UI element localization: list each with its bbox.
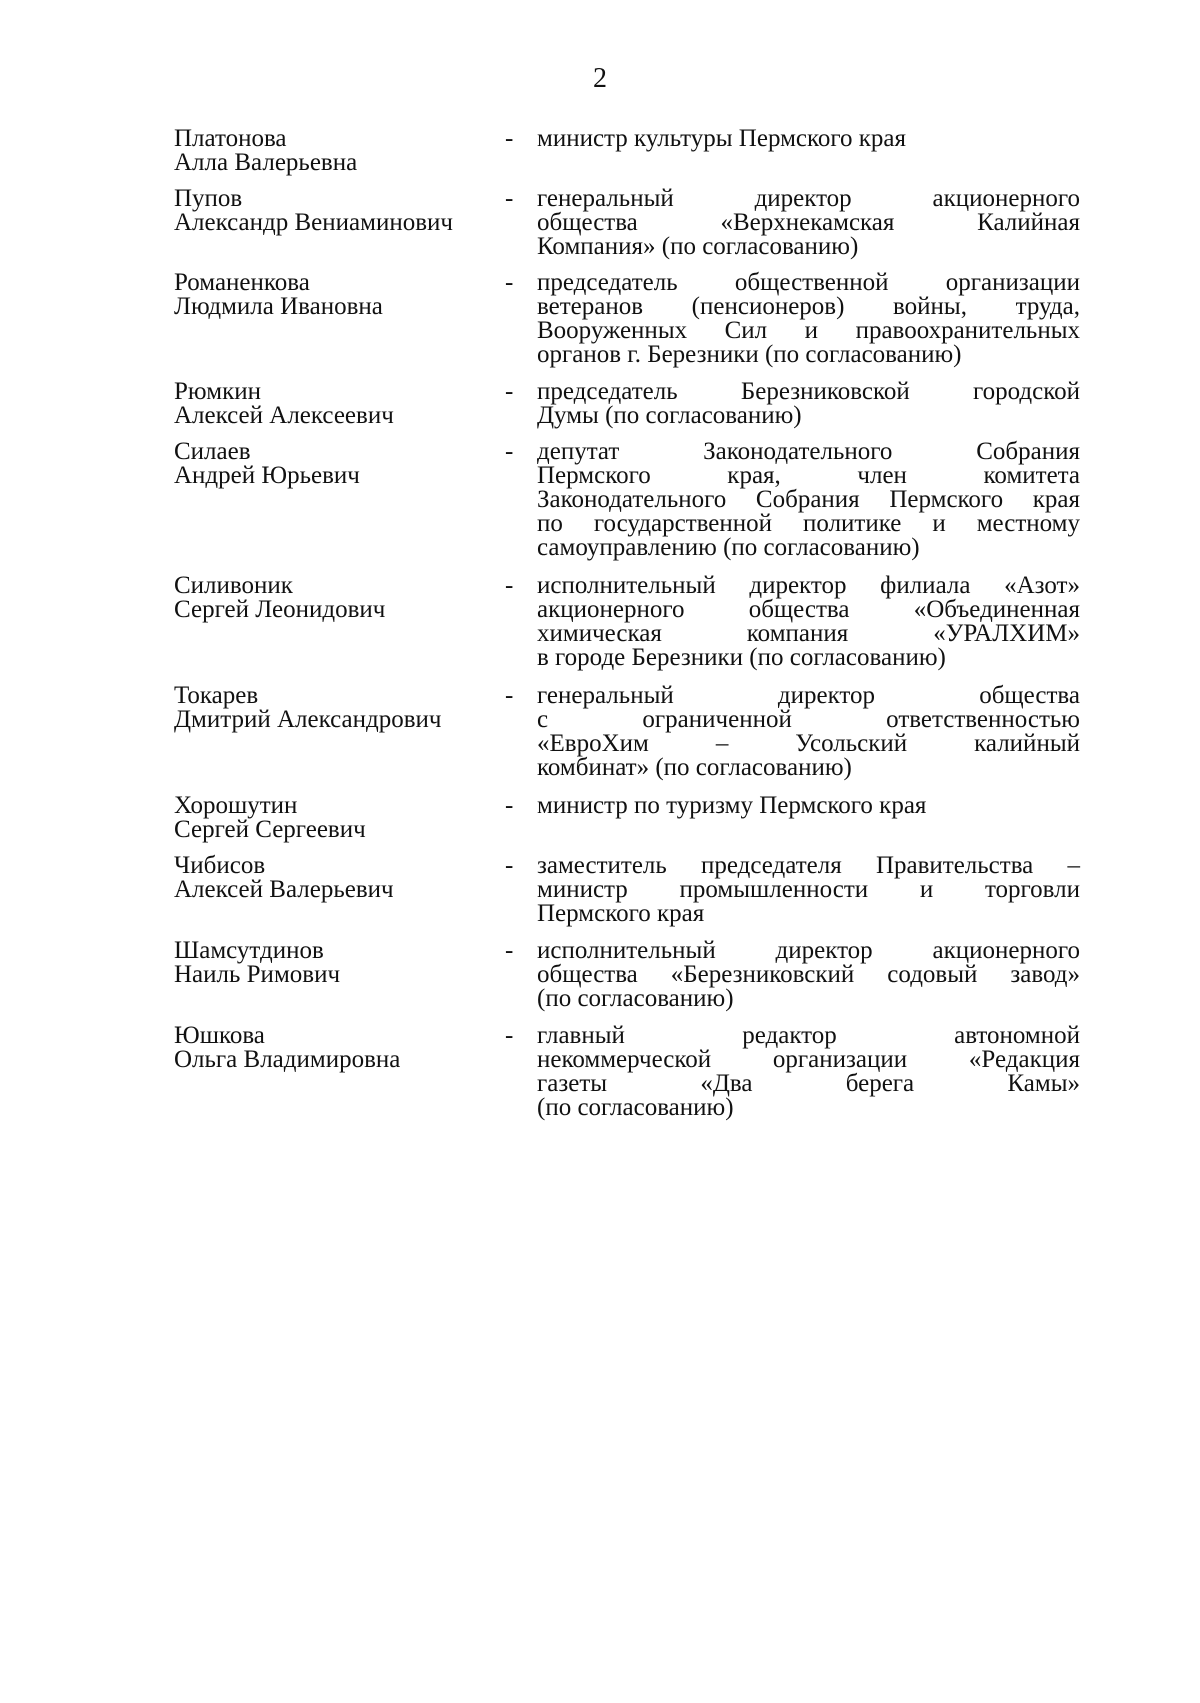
position-line: самоуправлению (по согласованию) [537,534,920,561]
member-position [537,187,1080,259]
member-surname: Токарев [174,682,259,709]
position-line: генеральный директор общества [537,682,1080,709]
position-line: в городе Березники (по согласованию) [537,644,946,671]
position-line: с ограниченной ответственностью [537,706,1080,733]
position-line: (по согласованию) [537,985,734,1012]
member-dash: - [505,125,514,152]
member-given-names: Наиль Римович [174,961,341,988]
position-line: Вооруженных Сил и правоохранительных [537,317,1080,344]
member-name [174,1024,504,1072]
member-position [537,127,1080,151]
position-line: Пермского края, член комитета [537,462,1080,489]
member-dash: - [505,937,514,964]
member-name [174,187,504,235]
member-name [174,854,504,902]
position-line: газеты «Два берега Камы» [537,1070,1080,1097]
position-line: общества «Верхнекамская Калийная [537,209,1080,236]
member-surname: Силаев [174,438,251,465]
position-line: органов г. Березники (по согласованию) [537,341,962,368]
member-surname: Чибисов [174,852,266,879]
member-surname: Шамсутдинов [174,937,324,964]
position-line: генеральный директор акционерного [537,185,1080,212]
member-dash: - [505,682,514,709]
member-given-names: Алексей Валерьевич [174,876,394,903]
member-name [174,127,504,175]
member-surname: Пупов [174,185,243,212]
position-line: исполнительный директор акционерного [537,937,1080,964]
position-line: депутат Законодательного Собрания [537,438,1080,465]
position-line: (по согласованию) [537,1094,734,1121]
member-given-names: Сергей Сергеевич [174,816,366,843]
position-line: министр культуры Пермского края [537,125,906,152]
member-dash: - [505,378,514,405]
position-line: химическая компания «УРАЛХИМ» [537,620,1080,647]
member-surname: Силивоник [174,572,293,599]
member-position [537,271,1080,367]
position-line: ветеранов (пенсионеров) войны, труда, [537,293,1080,320]
member-surname: Платонова [174,125,287,152]
position-line: Законодательного Собрания Пермского края [537,486,1080,513]
position-line: «ЕвроХим – Усольский калийный [537,730,1080,757]
member-position [537,574,1080,670]
member-dash: - [505,185,514,212]
position-line: Думы (по согласованию) [537,402,802,429]
member-surname: Романенкова [174,269,310,296]
member-given-names: Алексей Алексеевич [174,402,394,429]
member-given-names: Александр Вениаминович [174,209,453,236]
position-line: исполнительный директор филиала «Азот» [537,572,1080,599]
page-number: 2 [593,63,607,94]
member-dash: - [505,572,514,599]
member-surname: Юшкова [174,1022,265,1049]
position-line: Пермского края [537,900,705,927]
member-given-names: Алла Валерьевна [174,149,358,176]
position-line: председатель Березниковской городской [537,378,1080,405]
member-given-names: Дмитрий Александрович [174,706,442,733]
member-position [537,684,1080,780]
member-given-names: Сергей Леонидович [174,596,386,623]
member-given-names: Андрей Юрьевич [174,462,360,489]
member-position [537,440,1080,560]
position-line: по государственной политике и местному [537,510,1080,537]
position-line: председатель общественной организации [537,269,1080,296]
member-name [174,794,504,842]
member-name [174,271,504,319]
member-name [174,574,504,622]
member-given-names: Людмила Ивановна [174,293,383,320]
member-dash: - [505,792,514,819]
position-line: некоммерческой организации «Редакция [537,1046,1080,1073]
member-name [174,380,504,428]
position-line: Компания» (по согласованию) [537,233,859,260]
position-line: заместитель председателя Правительства – [537,852,1080,879]
position-line: министр промышленности и торговли [537,876,1080,903]
member-position [537,794,1080,818]
member-dash: - [505,1022,514,1049]
position-line: министр по туризму Пермского края [537,792,927,819]
member-name [174,939,504,987]
member-name [174,684,504,732]
member-dash: - [505,438,514,465]
position-line: акционерного общества «Объединенная [537,596,1080,623]
position-line: комбинат» (по согласованию) [537,754,852,781]
member-position [537,1024,1080,1120]
member-given-names: Ольга Владимировна [174,1046,401,1073]
member-position [537,939,1080,1011]
member-surname: Хорошутин [174,792,298,819]
position-line: главный редактор автономной [537,1022,1080,1049]
member-position [537,380,1080,428]
member-dash: - [505,269,514,296]
member-position [537,854,1080,926]
position-line: общества «Березниковский содовый завод» [537,961,1080,988]
member-name [174,440,504,488]
member-dash: - [505,852,514,879]
member-surname: Рюмкин [174,378,261,405]
